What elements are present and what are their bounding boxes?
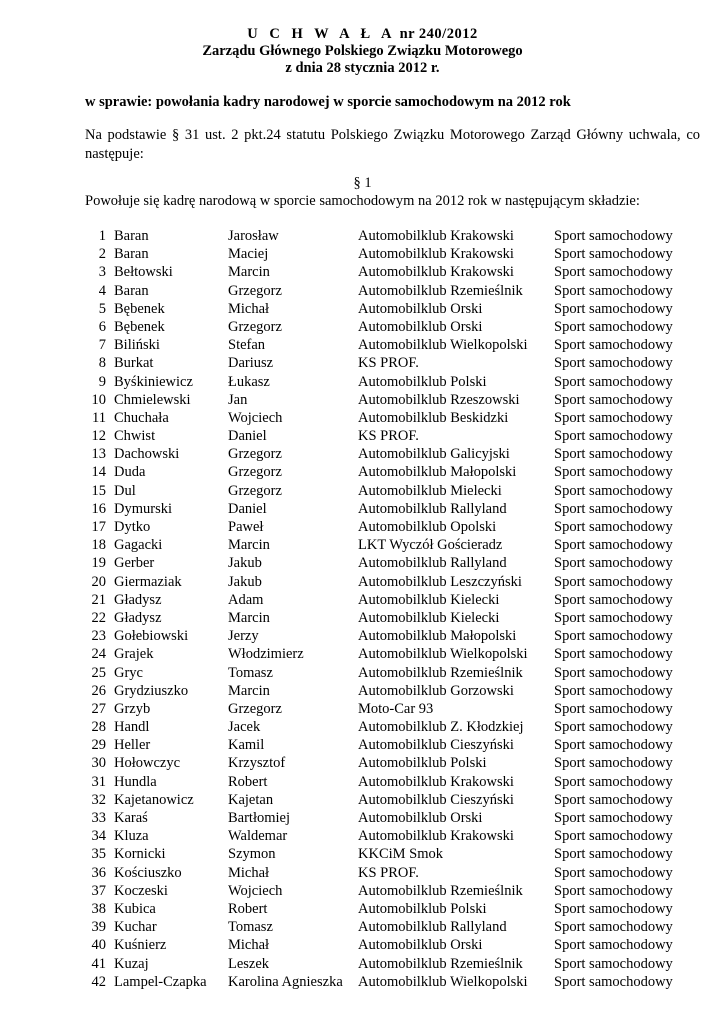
- member-sport: Sport samochodowy: [554, 791, 673, 808]
- member-last-name: Kościuszko: [114, 864, 182, 881]
- resolution-title: [0, 26, 725, 43]
- legal-basis-paragraph: Na podstawie § 31 ust. 2 pkt.24 statutu Polskiego Związku Motorowego Zarząd Główny uchwala, co następuje:: [85, 127, 700, 162]
- member-first-name: Marcin: [228, 609, 270, 626]
- member-row: [0, 591, 725, 609]
- member-first-name: Robert: [228, 773, 268, 790]
- member-sport: Sport samochodowy: [554, 464, 673, 481]
- member-first-name: Daniel: [228, 428, 267, 445]
- member-number: 33: [91, 810, 106, 826]
- member-last-name: Kuzaj: [114, 955, 149, 972]
- member-row: [0, 336, 725, 354]
- member-number: 31: [91, 773, 106, 790]
- member-last-name: Dytko: [114, 519, 151, 535]
- member-number: 3: [98, 264, 106, 281]
- member-row: [0, 809, 725, 827]
- member-club: Automobilklub Polski: [358, 373, 487, 390]
- member-number: 2: [98, 246, 106, 263]
- member-sport: Sport samochodowy: [554, 318, 673, 335]
- member-club: Automobilklub Rzemieślnik: [358, 955, 523, 972]
- member-sport: Sport samochodowy: [554, 373, 673, 390]
- member-sport: Sport samochodowy: [554, 646, 673, 663]
- member-club: Automobilklub Rallyland: [358, 500, 507, 517]
- member-club: Automobilklub Z. Kłodzkiej: [358, 719, 524, 736]
- member-row: [0, 955, 725, 973]
- member-last-name: Lampel-Czapka: [114, 973, 207, 990]
- member-first-name: Adam: [228, 591, 264, 608]
- member-sport: Sport samochodowy: [554, 300, 673, 317]
- member-row: [0, 973, 725, 991]
- member-club: Automobilklub Mielecki: [358, 482, 502, 499]
- member-last-name: Kuchar: [114, 919, 157, 936]
- member-row: [0, 409, 725, 427]
- member-club: KS PROF.: [358, 355, 419, 372]
- member-row: [0, 664, 725, 682]
- member-row: [0, 682, 725, 700]
- member-number: 41: [91, 955, 106, 972]
- member-number: 34: [91, 828, 106, 845]
- member-sport: Sport samochodowy: [554, 355, 673, 372]
- member-first-name: Grzegorz: [228, 464, 282, 481]
- member-row: [0, 500, 725, 518]
- member-club: Automobilklub Orski: [358, 810, 483, 826]
- member-row: [0, 354, 725, 372]
- member-number: 25: [91, 664, 106, 681]
- member-first-name: Michał: [228, 300, 270, 317]
- member-number: 28: [91, 719, 106, 736]
- member-row: [0, 718, 725, 736]
- member-last-name: Grajek: [114, 646, 154, 663]
- member-club: Automobilklub Kielecki: [358, 591, 500, 608]
- member-first-name: Jakub: [228, 555, 262, 572]
- member-row: [0, 791, 725, 809]
- member-sport: Sport samochodowy: [554, 428, 673, 445]
- member-first-name: Waldemar: [228, 828, 288, 845]
- member-last-name: Hołowczyc: [114, 755, 181, 772]
- member-last-name: Baran: [114, 228, 149, 244]
- member-last-name: Baran: [114, 246, 149, 263]
- member-last-name: Biliński: [114, 337, 160, 354]
- member-club: Automobilklub Kielecki: [358, 609, 500, 626]
- member-number: 29: [91, 737, 106, 754]
- member-last-name: Gagacki: [114, 537, 163, 554]
- member-club: Automobilklub Gorzowski: [358, 682, 514, 699]
- member-last-name: Gryc: [114, 664, 143, 681]
- member-last-name: Chmielewski: [114, 391, 191, 408]
- member-club: Automobilklub Rzemieślnik: [358, 282, 523, 299]
- lead-sentence: Powołuje się kadrę narodową w sporcie samochodowym na 2012 rok w następującym składzie:: [85, 193, 640, 209]
- member-sport: Sport samochodowy: [554, 810, 673, 826]
- member-number: 20: [91, 573, 106, 590]
- member-first-name: Grzegorz: [228, 700, 282, 717]
- member-sport: Sport samochodowy: [554, 682, 673, 699]
- member-sport: Sport samochodowy: [554, 664, 673, 681]
- member-first-name: Dariusz: [228, 355, 274, 372]
- member-sport: Sport samochodowy: [554, 555, 673, 572]
- member-last-name: Kuśnierz: [114, 937, 167, 954]
- member-last-name: Bębenek: [114, 318, 165, 335]
- member-sport: Sport samochodowy: [554, 282, 673, 299]
- member-club: Automobilklub Małopolski: [358, 464, 517, 481]
- member-first-name: Krzysztof: [228, 755, 286, 772]
- member-sport: Sport samochodowy: [554, 846, 673, 863]
- member-first-name: Jakub: [228, 573, 262, 590]
- member-row: [0, 227, 725, 245]
- member-club: Automobilklub Cieszyński: [358, 791, 514, 808]
- member-number: 37: [91, 882, 106, 899]
- member-row: [0, 754, 725, 772]
- member-last-name: Dachowski: [114, 446, 180, 463]
- member-row: [0, 391, 725, 409]
- member-row: [0, 645, 725, 663]
- member-first-name: Wojciech: [228, 882, 283, 899]
- member-sport: Sport samochodowy: [554, 409, 673, 426]
- member-first-name: Paweł: [228, 519, 264, 535]
- member-sport: Sport samochodowy: [554, 937, 673, 954]
- member-last-name: Bębenek: [114, 300, 165, 317]
- member-last-name: Bełtowski: [114, 264, 173, 281]
- member-club: KS PROF.: [358, 864, 419, 881]
- member-first-name: Grzegorz: [228, 282, 282, 299]
- member-number: 8: [98, 355, 106, 372]
- member-last-name: Koczeski: [114, 882, 168, 899]
- member-club: Automobilklub Orski: [358, 937, 483, 954]
- member-first-name: Kajetan: [228, 791, 274, 808]
- issuing-body: Zarządu Głównego Polskiego Związku Motorowego: [202, 43, 523, 59]
- resolution-date: z dnia 28 stycznia 2012 r.: [285, 60, 440, 76]
- member-club: Automobilklub Wielkopolski: [358, 973, 528, 990]
- member-number: 27: [91, 700, 106, 717]
- member-sport: Sport samochodowy: [554, 919, 673, 936]
- member-number: 7: [98, 337, 106, 354]
- member-first-name: Stefan: [228, 337, 266, 354]
- member-first-name: Jacek: [228, 719, 261, 736]
- member-club: Automobilklub Krakowski: [358, 264, 514, 281]
- member-first-name: Bartłomiej: [228, 810, 291, 826]
- member-number: 39: [91, 919, 106, 936]
- member-club: Automobilklub Rallyland: [358, 555, 507, 572]
- member-club: Automobilklub Krakowski: [358, 773, 514, 790]
- member-sport: Sport samochodowy: [554, 700, 673, 717]
- member-sport: Sport samochodowy: [554, 591, 673, 608]
- member-last-name: Handl: [114, 719, 150, 736]
- member-last-name: Giermaziak: [114, 573, 182, 590]
- member-club: Automobilklub Krakowski: [358, 246, 514, 263]
- member-first-name: Jerzy: [228, 628, 259, 645]
- member-row: [0, 318, 725, 336]
- member-first-name: Grzegorz: [228, 446, 282, 463]
- member-number: 6: [98, 318, 106, 335]
- member-row: [0, 282, 725, 300]
- member-first-name: Michał: [228, 864, 270, 881]
- member-row: [0, 773, 725, 791]
- member-sport: Sport samochodowy: [554, 246, 673, 263]
- member-number: 4: [98, 282, 106, 299]
- member-first-name: Michał: [228, 937, 270, 954]
- member-club: Automobilklub Leszczyński: [358, 573, 522, 590]
- member-club: LKT Wyczół Gościeradz: [358, 537, 503, 554]
- member-row: [0, 700, 725, 718]
- member-sport: Sport samochodowy: [554, 609, 673, 626]
- member-first-name: Daniel: [228, 500, 267, 517]
- member-first-name: Jarosław: [228, 228, 279, 244]
- member-first-name: Leszek: [228, 955, 270, 972]
- member-number: 22: [91, 609, 106, 626]
- member-first-name: Włodzimierz: [228, 646, 304, 663]
- member-number: 38: [91, 900, 106, 917]
- member-first-name: Marcin: [228, 537, 270, 554]
- member-row: [0, 627, 725, 645]
- member-sport: Sport samochodowy: [554, 719, 673, 736]
- member-number: 24: [91, 646, 106, 663]
- member-row: [0, 536, 725, 554]
- member-number: 18: [91, 537, 106, 554]
- member-club: Automobilklub Wielkopolski: [358, 646, 528, 663]
- member-last-name: Kornicki: [114, 846, 166, 863]
- member-row: [0, 882, 725, 900]
- member-club: Automobilklub Małopolski: [358, 628, 517, 645]
- member-row: [0, 300, 725, 318]
- member-number: 10: [91, 391, 106, 408]
- member-sport: Sport samochodowy: [554, 828, 673, 845]
- member-first-name: Robert: [228, 900, 268, 917]
- member-number: 9: [98, 373, 106, 390]
- member-number: 30: [91, 755, 106, 772]
- member-sport: Sport samochodowy: [554, 573, 673, 590]
- member-row: [0, 736, 725, 754]
- member-last-name: Gerber: [114, 555, 155, 572]
- member-club: Automobilklub Polski: [358, 755, 487, 772]
- member-last-name: Chwist: [114, 428, 156, 445]
- member-last-name: Gołebiowski: [114, 628, 189, 645]
- member-number: 19: [91, 555, 106, 572]
- member-number: 15: [91, 482, 106, 499]
- member-first-name: Karolina Agnieszka: [228, 973, 343, 990]
- member-sport: Sport samochodowy: [554, 882, 673, 899]
- member-sport: Sport samochodowy: [554, 900, 673, 917]
- member-club: KKCiM Smok: [358, 846, 444, 863]
- member-club: Automobilklub Krakowski: [358, 228, 514, 244]
- member-last-name: Grydziuszko: [114, 682, 189, 699]
- member-row: [0, 936, 725, 954]
- member-club: Automobilklub Cieszyński: [358, 737, 514, 754]
- member-first-name: Grzegorz: [228, 482, 282, 499]
- member-club: Automobilklub Galicyjski: [358, 446, 510, 463]
- member-row: [0, 482, 725, 500]
- member-club: Automobilklub Rzeszowski: [358, 391, 520, 408]
- member-number: 32: [91, 791, 106, 808]
- member-number: 16: [91, 500, 106, 517]
- member-row: [0, 573, 725, 591]
- member-sport: Sport samochodowy: [554, 737, 673, 754]
- member-last-name: Kluza: [114, 828, 149, 845]
- member-sport: Sport samochodowy: [554, 955, 673, 972]
- member-sport: Sport samochodowy: [554, 446, 673, 463]
- member-number: 21: [91, 591, 106, 608]
- member-row: [0, 518, 725, 536]
- member-first-name: Wojciech: [228, 409, 283, 426]
- subject-line: w sprawie: powołania kadry narodowej w sporcie samochodowym na 2012 rok: [85, 94, 571, 110]
- member-sport: Sport samochodowy: [554, 537, 673, 554]
- resolution-number: nr 240/2012: [399, 26, 478, 42]
- member-row: [0, 845, 725, 863]
- member-last-name: Grzyb: [114, 700, 151, 717]
- member-club: Automobilklub Orski: [358, 300, 483, 317]
- member-club: Moto-Car 93: [358, 700, 434, 717]
- member-club: Automobilklub Polski: [358, 900, 487, 917]
- member-last-name: Heller: [114, 737, 151, 754]
- member-first-name: Szymon: [228, 846, 276, 863]
- member-row: [0, 427, 725, 445]
- member-number: 36: [91, 864, 106, 881]
- member-number: 12: [91, 428, 106, 445]
- resolution-word: U C H W A Ł A: [247, 26, 396, 42]
- member-row: [0, 864, 725, 882]
- member-first-name: Tomasz: [228, 919, 273, 936]
- member-last-name: Hundla: [114, 773, 157, 790]
- member-number: 23: [91, 628, 106, 645]
- member-first-name: Jan: [228, 391, 248, 408]
- member-sport: Sport samochodowy: [554, 628, 673, 645]
- member-last-name: Burkat: [114, 355, 154, 372]
- member-first-name: Marcin: [228, 682, 270, 699]
- member-row: [0, 263, 725, 281]
- section-mark: § 1: [353, 175, 372, 191]
- member-first-name: Tomasz: [228, 664, 273, 681]
- member-last-name: Karaś: [114, 810, 148, 826]
- member-row: [0, 827, 725, 845]
- member-sport: Sport samochodowy: [554, 337, 673, 354]
- member-club: Automobilklub Orski: [358, 318, 483, 335]
- member-club: Automobilklub Rallyland: [358, 919, 507, 936]
- member-club: Automobilklub Rzemieślnik: [358, 882, 523, 899]
- member-first-name: Łukasz: [228, 373, 270, 390]
- member-number: 40: [91, 937, 106, 954]
- member-first-name: Kamil: [228, 737, 265, 754]
- member-sport: Sport samochodowy: [554, 264, 673, 281]
- member-sport: Sport samochodowy: [554, 755, 673, 772]
- member-last-name: Baran: [114, 282, 149, 299]
- member-row: [0, 463, 725, 481]
- member-number: 17: [91, 519, 106, 535]
- member-first-name: Maciej: [228, 246, 269, 263]
- member-row: [0, 445, 725, 463]
- member-last-name: Duda: [114, 464, 146, 481]
- member-number: 11: [92, 409, 106, 426]
- member-number: 5: [98, 300, 106, 317]
- member-sport: Sport samochodowy: [554, 773, 673, 790]
- member-club: Automobilklub Beskidzki: [358, 409, 509, 426]
- member-club: Automobilklub Krakowski: [358, 828, 514, 845]
- member-sport: Sport samochodowy: [554, 519, 673, 535]
- member-last-name: Gładysz: [114, 609, 162, 626]
- member-first-name: Marcin: [228, 264, 270, 281]
- member-club: Automobilklub Opolski: [358, 519, 497, 535]
- member-club: Automobilklub Rzemieślnik: [358, 664, 523, 681]
- member-last-name: Chuchała: [114, 409, 169, 426]
- member-row: [0, 918, 725, 936]
- member-last-name: Kubica: [114, 900, 156, 917]
- member-sport: Sport samochodowy: [554, 973, 673, 990]
- member-sport: Sport samochodowy: [554, 482, 673, 499]
- member-row: [0, 609, 725, 627]
- member-number: 26: [91, 682, 106, 699]
- member-number: 13: [91, 446, 106, 463]
- member-first-name: Grzegorz: [228, 318, 282, 335]
- member-number: 42: [91, 973, 106, 990]
- member-sport: Sport samochodowy: [554, 228, 673, 244]
- member-sport: Sport samochodowy: [554, 864, 673, 881]
- member-club: Automobilklub Wielkopolski: [358, 337, 528, 354]
- member-last-name: Kajetanowicz: [114, 791, 194, 808]
- member-number: 35: [91, 846, 106, 863]
- member-row: [0, 900, 725, 918]
- member-last-name: Dymurski: [114, 500, 172, 517]
- member-row: [0, 245, 725, 263]
- member-row: [0, 373, 725, 391]
- member-last-name: Dul: [114, 482, 136, 499]
- member-row: [0, 554, 725, 572]
- member-number: 1: [98, 228, 106, 244]
- member-number: 14: [91, 464, 106, 481]
- member-club: KS PROF.: [358, 428, 419, 445]
- member-last-name: Byśkiniewicz: [114, 373, 193, 390]
- member-sport: Sport samochodowy: [554, 391, 673, 408]
- members-list: [0, 227, 725, 991]
- member-last-name: Gładysz: [114, 591, 162, 608]
- member-sport: Sport samochodowy: [554, 500, 673, 517]
